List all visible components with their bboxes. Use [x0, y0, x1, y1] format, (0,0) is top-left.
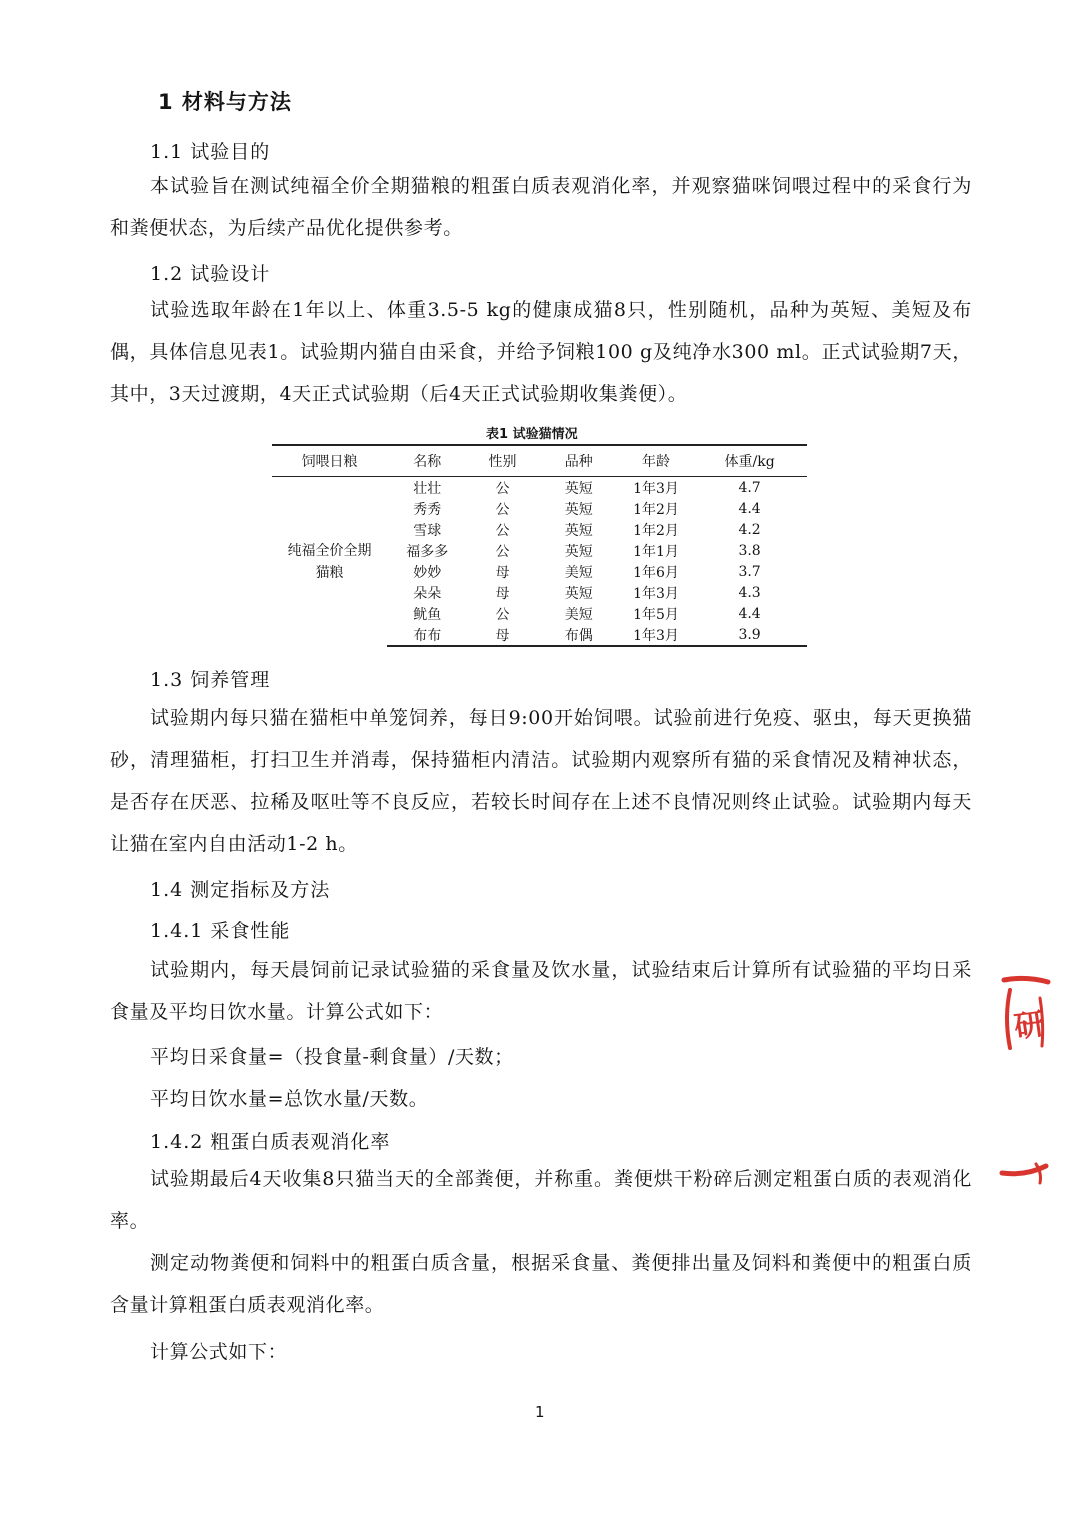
- heading-1-3: 1.3 饲养管理: [150, 669, 271, 691]
- heading-1-2: 1.2 试验设计: [150, 263, 271, 285]
- table-row: [272, 477, 807, 499]
- table-cell: 1年3月: [633, 480, 679, 497]
- table-header-cell: 品种: [538, 445, 620, 477]
- table-cell: 1年2月: [633, 501, 679, 518]
- table-cell: 1年1月: [633, 543, 679, 560]
- table-cell: 3.9: [692, 624, 807, 646]
- page-number: 1: [535, 1403, 545, 1421]
- diet-name-line: 纯福全价全期: [287, 542, 372, 559]
- table-header-cell: 体重/kg: [692, 445, 807, 477]
- table-cell: 壮壮: [413, 480, 442, 497]
- table-cell: 1年3月: [633, 585, 679, 602]
- table-cell: 母: [467, 624, 537, 646]
- table-cell: 1年5月: [633, 606, 679, 623]
- table-cell: 4.3: [738, 584, 761, 601]
- table-cell: 英短: [564, 585, 593, 602]
- svg-text:研: 研: [1012, 1006, 1047, 1046]
- table-cell: 朵朵: [413, 585, 442, 602]
- table-cell: 布布: [387, 624, 467, 646]
- table-caption: 表1 试验猫情况: [486, 427, 578, 442]
- table-cell: 1年2月: [633, 522, 679, 539]
- section-title: 1 材料与方法: [158, 90, 292, 114]
- table-cell: 4.4: [738, 500, 761, 517]
- table-cell: 公: [495, 522, 510, 539]
- table-cell: 4.4: [738, 605, 761, 622]
- table-cell: 美短: [564, 606, 593, 623]
- table-cell: 秀秀: [413, 501, 442, 518]
- heading-1-4-1: 1.4.1 采食性能: [150, 920, 291, 942]
- diet-name-line: 猫粮: [315, 564, 344, 581]
- table-cell: 鱿鱼: [413, 606, 442, 623]
- table-cell: 英短: [564, 480, 593, 497]
- table-cell: 3.8: [738, 542, 761, 559]
- seal-stamp: [996, 968, 1056, 1198]
- paragraph-1-2: 试验选取年龄在1年以上、体重3.5-5 kg的健康成猫8只，性别随机，品种为英短、美短及布偶，具体信息见表1。试验期内猫自由采食，并给予饲粮100 g及纯净水300 ml。正式试验期7天，其中，3天过渡期，4天正式试验期（后4天正式试验期收集粪便）。: [110, 299, 972, 405]
- table-cell: 雪球: [413, 522, 442, 539]
- formula-daily-feed-intake: 平均日采食量=（投食量-剩食量）/天数；: [150, 1046, 514, 1068]
- table-cell: 公: [495, 480, 510, 497]
- table-cell: 英短: [564, 543, 593, 560]
- paragraph-1-4-2-a: 试验期最后4天收集8只猫当天的全部粪便，并称重。粪便烘干粉碎后测定粗蛋白质的表观消化率。: [110, 1168, 972, 1232]
- table-cell: 妙妙: [413, 564, 442, 581]
- paragraph-1-3: 试验期内每只猫在猫柜中单笼饲养，每日9:00开始饲喂。试验前进行免疫、驱虫，每天更换猫砂，清理猫柜，打扫卫生并消毒，保持猫柜内清洁。试验期内观察所有猫的采食情况及精神状态，是否存在厌恶、拉稀及呕吐等不良反应，若较长时间存在上述不良情况则终止试验。试验期内每天让猫在室内自由活动1-2 h。: [110, 707, 972, 855]
- table-cell: 4.2: [738, 521, 761, 538]
- heading-1-4-2: 1.4.2 粗蛋白质表观消化率: [150, 1131, 391, 1153]
- table-header-row: [272, 445, 807, 477]
- table-cell: 3.7: [738, 563, 761, 580]
- table-header-cell: 饲喂日粮: [272, 445, 387, 477]
- table-cell: 布偶: [538, 624, 620, 646]
- table-cell: 英短: [564, 501, 593, 518]
- table-cell: 4.7: [738, 479, 761, 496]
- formula-daily-water-intake: 平均日饮水量=总饮水量/天数。: [150, 1088, 429, 1110]
- table-header-cell: 性别: [467, 445, 537, 477]
- paragraph-1-1: 本试验旨在测试纯福全价全期猫粮的粗蛋白质表观消化率，并观察猫咪饲喂过程中的采食行为和粪便状态，为后续产品优化提供参考。: [110, 175, 972, 239]
- table-cell: 公: [495, 606, 510, 623]
- heading-1-1: 1.1 试验目的: [150, 141, 271, 163]
- table-cell: 公: [495, 543, 510, 560]
- table-cell: 1年3月: [620, 624, 692, 646]
- table-cell: 1年6月: [633, 564, 679, 581]
- formula-intro: 计算公式如下：: [150, 1341, 288, 1363]
- table-cell: 公: [495, 501, 510, 518]
- table-header-cell: 名称: [387, 445, 467, 477]
- table-cell: 福多多: [406, 543, 449, 560]
- table-cell: 英短: [564, 522, 593, 539]
- table-header-cell: 年龄: [620, 445, 692, 477]
- table-cell: 美短: [564, 564, 593, 581]
- paragraph-1-4-2-b: 测定动物粪便和饲料中的粗蛋白质含量，根据采食量、粪便排出量及饲料和粪便中的粗蛋白质含量计算粗蛋白质表观消化率。: [110, 1252, 972, 1316]
- paragraph-1-4-1: 试验期内，每天晨饲前记录试验猫的采食量及饮水量，试验结束后计算所有试验猫的平均日采食量及平均日饮水量。计算公式如下：: [110, 959, 972, 1023]
- heading-1-4: 1.4 测定指标及方法: [150, 879, 331, 901]
- table-cell: 母: [495, 564, 510, 581]
- table-cell: 母: [495, 585, 510, 602]
- cat-info-table: [272, 444, 807, 647]
- diet-cell: [272, 477, 387, 647]
